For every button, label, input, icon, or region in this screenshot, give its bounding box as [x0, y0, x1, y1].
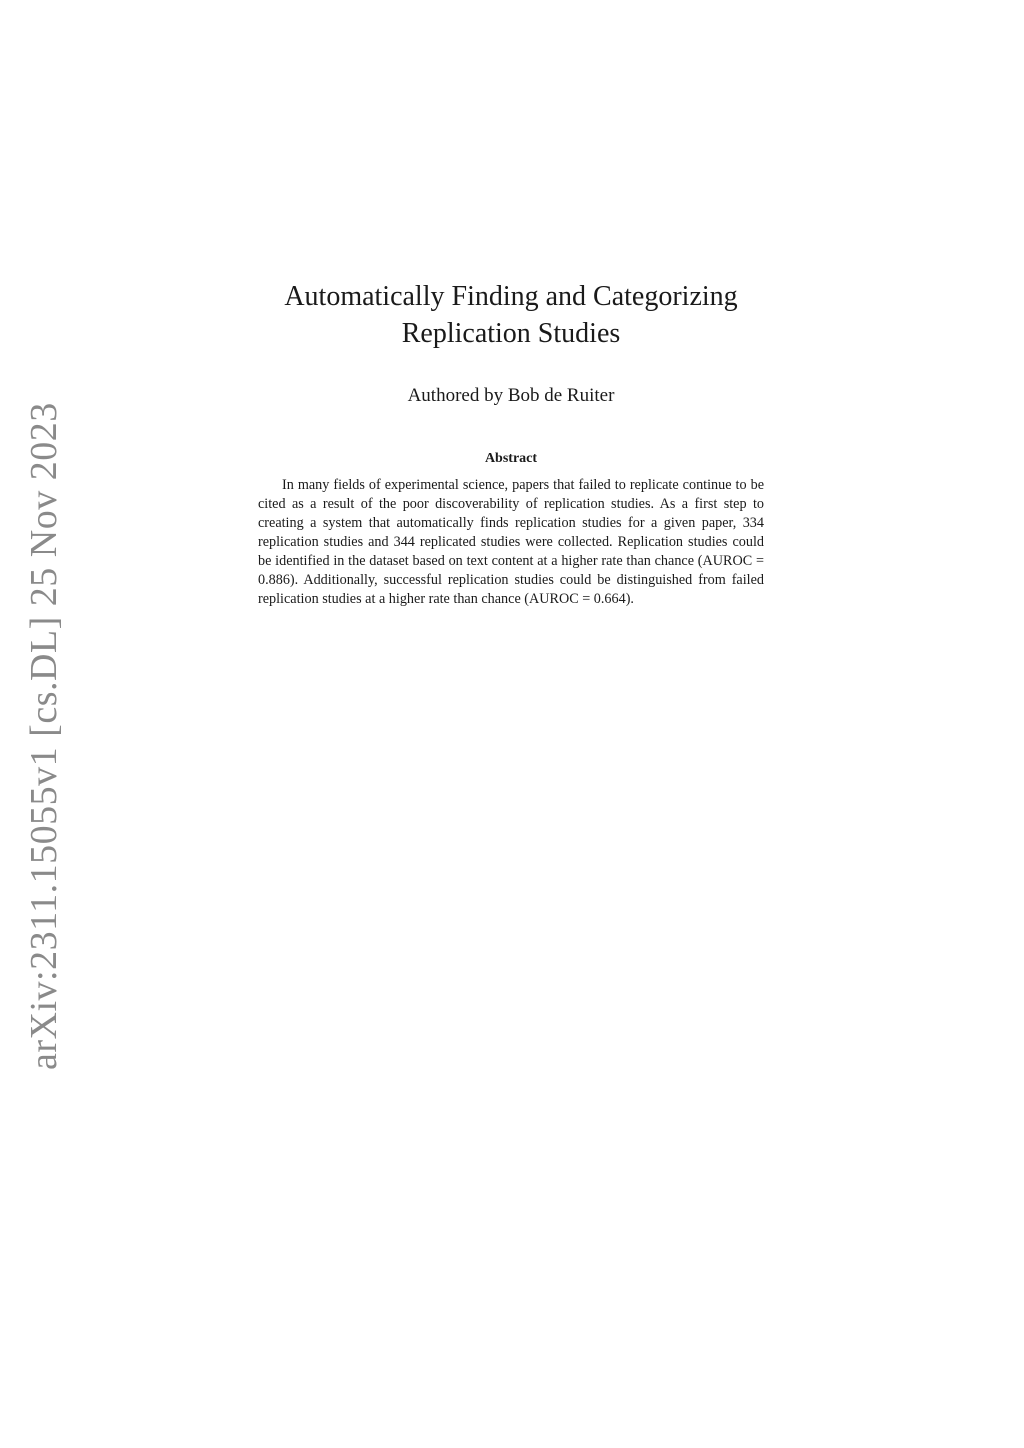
title-line-1: Automatically Finding and Categorizing [284, 281, 738, 312]
arxiv-identifier-stamp: arXiv:2311.15055v1 [cs.DL] 25 Nov 2023 [23, 402, 65, 1070]
abstract-body: In many fields of experimental science, papers that failed to replicate continue to be cited as a result of the poor discoverability of replication studies. As a first step to creating a system that automatically finds replication studies for a given paper, 334 replication studies and 344 replicated studies were collected. Replication studies could be identified in the dataset based on text content at a higher rate than chance (AUROC = 0.886). Additionally, successful replication studies could be distinguished from failed replication studies at a higher rate than chance (AUROC = 0.664). [258, 477, 764, 607]
author-line: Authored by Bob de Ruiter [407, 385, 615, 406]
abstract-heading: Abstract [484, 451, 538, 466]
paper-title [230, 278, 792, 352]
title-line-2: Replication Studies [401, 318, 621, 349]
